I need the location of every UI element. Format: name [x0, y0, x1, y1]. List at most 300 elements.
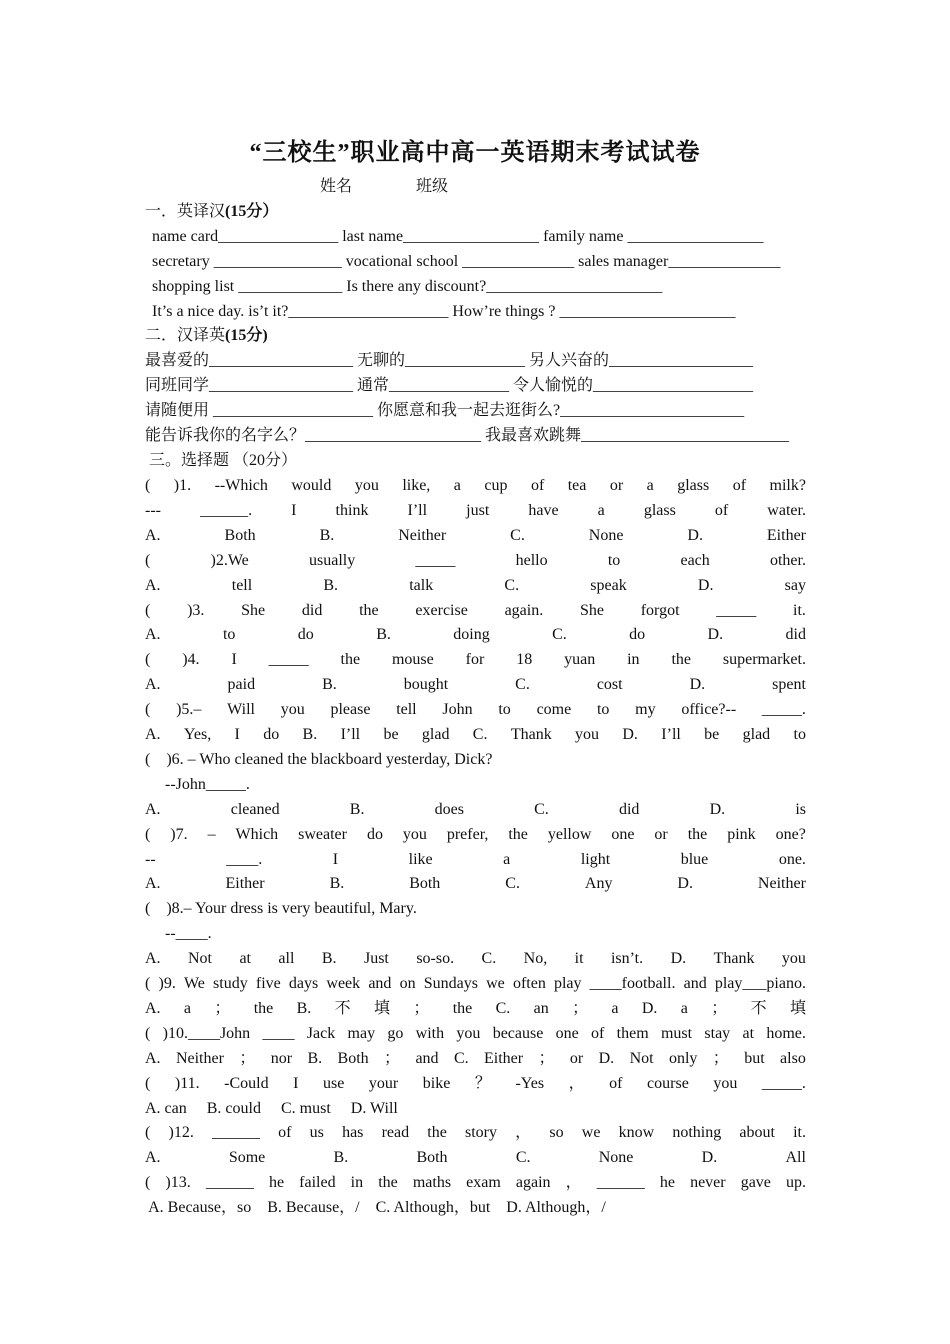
question-token: A. — [145, 576, 161, 594]
question-token: --____. — [145, 925, 212, 943]
question-token: ； — [572, 999, 589, 1017]
question-token: a — [183, 999, 192, 1017]
question-token: at — [239, 950, 251, 968]
question-token: )7. — [170, 825, 188, 843]
section-2-item: 通常_______________ — [353, 377, 510, 394]
question-token: like, — [402, 477, 431, 494]
section-1-row — [152, 224, 813, 249]
question-token: No, — [523, 950, 548, 968]
question-line — [145, 598, 806, 623]
question-token: ； — [711, 999, 728, 1017]
question-token: a — [680, 999, 688, 1017]
question-token: -Yes — [515, 1074, 545, 1092]
question-token: B. — [329, 875, 345, 893]
question-line — [145, 822, 806, 847]
question-token: Not — [629, 1049, 654, 1067]
question-token: the — [340, 651, 361, 669]
question-token: one — [555, 1024, 579, 1042]
question-token: D. — [707, 626, 724, 644]
question-token: A. — [145, 875, 161, 893]
question-token: None — [588, 526, 624, 544]
question-token: one? — [775, 825, 806, 843]
question-token: ( — [145, 975, 151, 992]
question-token: an — [533, 999, 549, 1017]
question-token: B. — [323, 576, 339, 594]
question-token: you — [575, 726, 600, 743]
question-token: the — [253, 999, 274, 1017]
section-1-heading-text: 一．英译汉 — [145, 203, 226, 220]
question-token: a — [597, 501, 605, 519]
question-token: ______ — [205, 1174, 254, 1192]
question-token: home. — [766, 1024, 806, 1042]
question-token: speak — [590, 576, 627, 594]
question-token: just — [466, 501, 490, 519]
section-2-row — [145, 423, 806, 448]
question-token: all — [278, 950, 295, 968]
question-token: B. — [307, 1049, 323, 1067]
question-token: ______ — [596, 1174, 645, 1192]
question-token: must — [660, 1024, 693, 1042]
question-token: pink — [727, 825, 756, 843]
question-token: C. — [505, 875, 520, 893]
question-token: sweater — [298, 825, 347, 843]
question-token: ， — [515, 1124, 532, 1142]
question-token: --Which — [214, 477, 268, 494]
question-line — [145, 772, 806, 797]
question-token: play___piano. — [714, 975, 806, 992]
question-token: and — [683, 975, 707, 992]
question-token: he — [659, 1174, 675, 1192]
question-token: ____football. — [589, 975, 676, 992]
question-token: usually — [308, 551, 356, 569]
question-token: maths — [412, 1174, 452, 1192]
page-title: “三校生”职业高中高一英语期末考试试卷 — [249, 140, 701, 166]
question-token: did — [301, 601, 323, 619]
question-token: -- — [145, 850, 156, 868]
question-token: a — [503, 850, 511, 868]
section-1-row — [152, 274, 813, 299]
question-token: to — [596, 701, 610, 719]
section-1-item: Is there any discount?______________________ — [342, 278, 663, 295]
question-token: exam — [466, 1174, 501, 1192]
section-1-item: vocational school ______________ — [341, 253, 575, 270]
section-2-row — [145, 373, 806, 398]
question-token: ( )8.– Your dress is very beautiful, Mary. — [145, 900, 417, 918]
question-token: know — [618, 1124, 655, 1142]
question-token: A. — [145, 999, 161, 1017]
question-token: )9. — [158, 975, 176, 992]
question-token: ( — [145, 701, 151, 719]
question-token: A. — [145, 726, 161, 743]
question-token: glass — [643, 501, 676, 519]
question-token: forgot — [640, 601, 680, 619]
question-token: read — [381, 1124, 410, 1142]
question-token: isn’t. — [610, 950, 644, 968]
question-token: have — [528, 501, 559, 519]
question-token: ______. — [200, 501, 253, 519]
question-token: B. — [322, 676, 337, 694]
question-line — [145, 697, 806, 722]
question-token: in — [627, 651, 640, 669]
question-token: you — [402, 825, 427, 843]
question-token: Yes, — [183, 726, 212, 743]
question-token: did — [618, 800, 640, 818]
question-token: )1. — [173, 477, 192, 494]
question-line — [145, 971, 806, 996]
question-token: ( — [145, 551, 151, 569]
question-token: Not — [188, 950, 212, 968]
question-line — [145, 1120, 806, 1145]
question-token: spent — [772, 676, 806, 694]
question-token: you — [456, 1024, 481, 1042]
question-token: _____ — [268, 651, 309, 669]
question-token: )3. — [187, 601, 205, 619]
question-line — [145, 622, 806, 647]
question-token: _____ — [415, 551, 456, 569]
section-1-item: sales manager______________ — [574, 253, 781, 270]
question-token: glad — [742, 726, 771, 743]
section-2-heading — [145, 323, 806, 348]
question-token: of — [278, 1124, 292, 1142]
question-token: Any — [584, 875, 613, 893]
question-token: Just — [363, 950, 389, 968]
question-token: in — [350, 1174, 364, 1192]
question-token: to — [793, 726, 806, 743]
question-token: but — [744, 1049, 765, 1067]
question-token: )2.We — [210, 551, 249, 569]
question-token: course — [647, 1074, 689, 1092]
question-token: study — [213, 975, 248, 992]
question-token: five — [255, 975, 281, 992]
section-1-item: secretary ________________ — [152, 253, 342, 270]
question-token: Neither — [175, 1049, 224, 1067]
section-2-item: 无聊的_______________ — [353, 352, 526, 369]
question-token: A. — [145, 526, 161, 544]
question-token: gave — [740, 1174, 771, 1192]
question-token: A. — [145, 676, 161, 694]
question-token: use — [323, 1074, 345, 1092]
question-token: or — [609, 477, 624, 494]
question-token: it. — [793, 1124, 806, 1142]
question-token: and — [368, 975, 392, 992]
question-token: --- — [145, 501, 161, 519]
question-token: days — [288, 975, 319, 992]
section-2-points: (15分) — [225, 327, 268, 344]
question-token: ； — [712, 1049, 729, 1067]
question-token: I — [234, 726, 240, 743]
section-2-item: 你愿意和我一起去逛街么?_______________________ — [373, 402, 745, 419]
question-token: B. — [296, 999, 312, 1017]
question-token: week — [326, 975, 361, 992]
question-token: again. — [504, 601, 544, 619]
question-token: D. — [598, 1049, 615, 1067]
question-token: B. — [321, 950, 337, 968]
question-token: it. — [793, 601, 806, 619]
question-token: exercise — [415, 601, 468, 619]
question-token: the — [687, 825, 708, 843]
question-token: go — [387, 1024, 404, 1042]
section-2-item: 同班同学__________________ — [145, 377, 354, 394]
question-token: tell — [231, 576, 253, 594]
name-label: 姓名 — [320, 178, 353, 195]
question-token: yuan — [564, 651, 596, 669]
question-token: _____. — [761, 701, 806, 719]
question-token: We — [183, 975, 205, 992]
question-token: light — [580, 850, 611, 868]
question-token: 填 — [789, 999, 806, 1017]
question-token: I’ll — [407, 501, 428, 519]
question-token: John — [442, 701, 473, 719]
question-token: hello — [515, 551, 548, 569]
question-line — [145, 1145, 806, 1170]
question-line — [145, 1195, 806, 1220]
question-line — [145, 672, 806, 697]
question-token: _____. — [761, 1074, 806, 1092]
question-token: do — [297, 626, 314, 644]
question-token: of — [591, 1024, 605, 1042]
question-token: about — [739, 1124, 775, 1142]
section-2-item: 最喜爱的__________________ — [145, 352, 354, 369]
question-token: come — [536, 701, 572, 719]
section-2-item: 另人兴奋的__________________ — [525, 352, 754, 369]
question-token: did — [785, 626, 806, 644]
question-token: doing — [453, 626, 490, 644]
question-token: never — [690, 1174, 726, 1192]
question-token: I — [231, 651, 237, 669]
question-token: so-so. — [416, 950, 455, 968]
question-token: other. — [769, 551, 806, 569]
question-token: A. — [145, 800, 161, 818]
question-token: Which — [235, 825, 279, 843]
question-token: A. — [145, 1049, 161, 1067]
section-2-item: 我最喜欢跳舞__________________________ — [481, 427, 790, 444]
question-token: Neither — [398, 526, 447, 544]
question-token: does — [434, 800, 464, 818]
question-token: blue — [680, 850, 709, 868]
question-token: cleaned — [230, 800, 280, 818]
question-line — [145, 498, 806, 523]
question-token: ( — [145, 601, 151, 619]
question-token: has — [342, 1124, 364, 1142]
section-2-item: 请随便用 ____________________ — [145, 402, 374, 419]
question-token: Neither — [757, 875, 806, 893]
question-token: C. — [534, 800, 549, 818]
question-token: yellow — [547, 825, 592, 843]
question-token: think — [335, 501, 369, 519]
question-token: C. — [504, 576, 520, 594]
question-token: we — [486, 975, 505, 992]
question-line — [145, 573, 806, 598]
question-token: 18 — [516, 651, 533, 669]
question-token: so — [549, 1124, 564, 1142]
question-token: to — [498, 701, 511, 719]
question-token: C. — [495, 999, 511, 1017]
question-token: a — [611, 999, 619, 1017]
section-1-points: (15分） — [225, 203, 279, 220]
question-token: of — [609, 1074, 623, 1092]
question-token: C. — [515, 676, 530, 694]
question-token: ( — [145, 651, 151, 669]
question-token: – — [207, 825, 216, 843]
section-2-row — [145, 398, 806, 423]
question-token: play — [553, 975, 582, 992]
question-token: ( — [145, 825, 151, 843]
question-token: D. — [677, 875, 693, 893]
question-token: ， — [568, 1074, 585, 1092]
question-token: do — [629, 626, 646, 644]
question-token: you — [781, 950, 806, 968]
question-token: 填 — [373, 999, 390, 1017]
question-token: bought — [403, 676, 449, 694]
question-token: of — [714, 501, 729, 519]
question-token: Either — [484, 1049, 524, 1067]
question-token: Will — [227, 701, 255, 719]
question-token: the — [508, 825, 528, 843]
question-token: I — [332, 850, 339, 868]
question-token: be — [704, 726, 720, 743]
question-token: or — [569, 1049, 584, 1067]
question-token: glass — [677, 477, 710, 494]
section-2-item: 令人愉悦的____________________ — [509, 377, 754, 394]
question-token: again — [515, 1174, 551, 1192]
question-token: Thank — [510, 726, 552, 743]
question-token: I — [293, 1074, 299, 1092]
question-token: 不 — [334, 999, 351, 1017]
question-token: he — [268, 1174, 285, 1192]
question-token: D. — [622, 726, 638, 743]
question-token: Either — [766, 526, 806, 544]
question-token: B. — [333, 1149, 349, 1167]
question-line — [145, 747, 806, 772]
question-token: _____ — [716, 601, 757, 619]
question-line — [145, 523, 806, 548]
question-line — [145, 921, 806, 946]
question-token: water. — [767, 501, 806, 519]
question-token: up. — [785, 1174, 806, 1192]
question-token: ( — [145, 1124, 151, 1142]
question-token: the — [671, 651, 691, 669]
question-token: ； — [538, 1049, 555, 1067]
question-token: you — [713, 1074, 738, 1092]
question-token: )11. — [174, 1074, 200, 1092]
question-token: None — [598, 1149, 634, 1167]
question-token: ____ — [262, 1024, 295, 1042]
question-line — [145, 1046, 806, 1071]
question-token: my — [635, 701, 656, 719]
question-token: D. — [689, 676, 706, 694]
question-token: with — [415, 1024, 445, 1042]
question-line — [145, 847, 806, 872]
question-token: ____. — [226, 850, 263, 868]
question-line — [145, 647, 806, 672]
question-token: D. — [687, 526, 703, 544]
question-token: )4. — [182, 651, 200, 669]
section-1-item: It’s a nice day. is’t it?____________________ — [152, 303, 449, 320]
question-token: She — [241, 601, 266, 619]
question-token: of — [530, 477, 545, 494]
question-token: All — [785, 1149, 806, 1167]
class-label: 班级 — [416, 178, 449, 195]
question-token: )13. — [165, 1174, 191, 1192]
question-token: is — [795, 800, 806, 818]
question-token: a — [646, 477, 654, 494]
question-token: Jack — [306, 1024, 336, 1042]
question-token: nothing — [672, 1124, 722, 1142]
question-token: us — [309, 1124, 324, 1142]
question-token: C. — [510, 526, 525, 544]
question-token: C. — [515, 1149, 531, 1167]
section-1-item: last name_________________ — [338, 228, 540, 245]
section-2-row — [145, 348, 806, 373]
question-line — [145, 946, 806, 971]
question-token: B. — [376, 626, 391, 644]
question-token: ； — [214, 999, 231, 1017]
question-token: C. — [453, 1049, 469, 1067]
question-token: you — [354, 477, 379, 494]
question-token: the — [378, 1174, 398, 1192]
question-token: it — [574, 950, 584, 968]
question-token: for — [465, 651, 485, 669]
question-line — [145, 896, 806, 921]
question-token: I’ll — [661, 726, 681, 743]
question-token: one — [611, 825, 635, 843]
question-token: milk? — [769, 477, 806, 494]
question-token: D. — [701, 1149, 718, 1167]
question-token: )5.– — [176, 701, 202, 719]
question-token: ？ — [474, 1074, 491, 1092]
question-token: Both — [409, 875, 441, 893]
question-token: failed — [299, 1174, 336, 1192]
question-token: A. can B. could C. must D. Will — [145, 1099, 398, 1117]
question-token: B. — [319, 526, 335, 544]
question-token: story — [465, 1124, 497, 1142]
question-token: Sundays — [423, 975, 478, 992]
question-token: tea — [567, 477, 587, 494]
question-token: D. — [641, 999, 658, 1017]
question-token: ， — [565, 1174, 582, 1192]
question-token: D. — [697, 576, 714, 594]
section-1-row — [152, 249, 813, 274]
question-line — [145, 797, 806, 822]
question-token: Either — [225, 875, 265, 893]
question-line — [145, 548, 806, 573]
question-token: ； — [413, 999, 430, 1017]
question-token: to — [222, 626, 236, 644]
question-token: you — [280, 701, 305, 719]
question-token: I’ll — [340, 726, 361, 743]
question-token: one. — [778, 850, 806, 868]
question-token: on — [399, 975, 416, 992]
question-token: She — [579, 601, 604, 619]
question-token: B. — [349, 800, 365, 818]
question-token: mouse — [391, 651, 434, 669]
question-token: ( — [145, 1174, 151, 1192]
question-line — [145, 473, 806, 498]
question-token: your — [368, 1074, 399, 1092]
question-token: may — [347, 1024, 376, 1042]
question-token: to — [607, 551, 621, 569]
section-1-item: shopping list _____________ — [152, 278, 343, 295]
question-token: A. Because，so B. Because，/ C. Although，but D. Although，/ — [145, 1199, 606, 1217]
question-line — [145, 871, 806, 896]
question-token: because — [492, 1024, 544, 1042]
question-token: and — [415, 1049, 439, 1067]
question-token: B. — [302, 726, 318, 743]
question-token: would — [291, 477, 332, 494]
section-1-row — [152, 299, 813, 324]
question-token: cost — [596, 676, 623, 694]
question-token: we — [581, 1124, 601, 1142]
